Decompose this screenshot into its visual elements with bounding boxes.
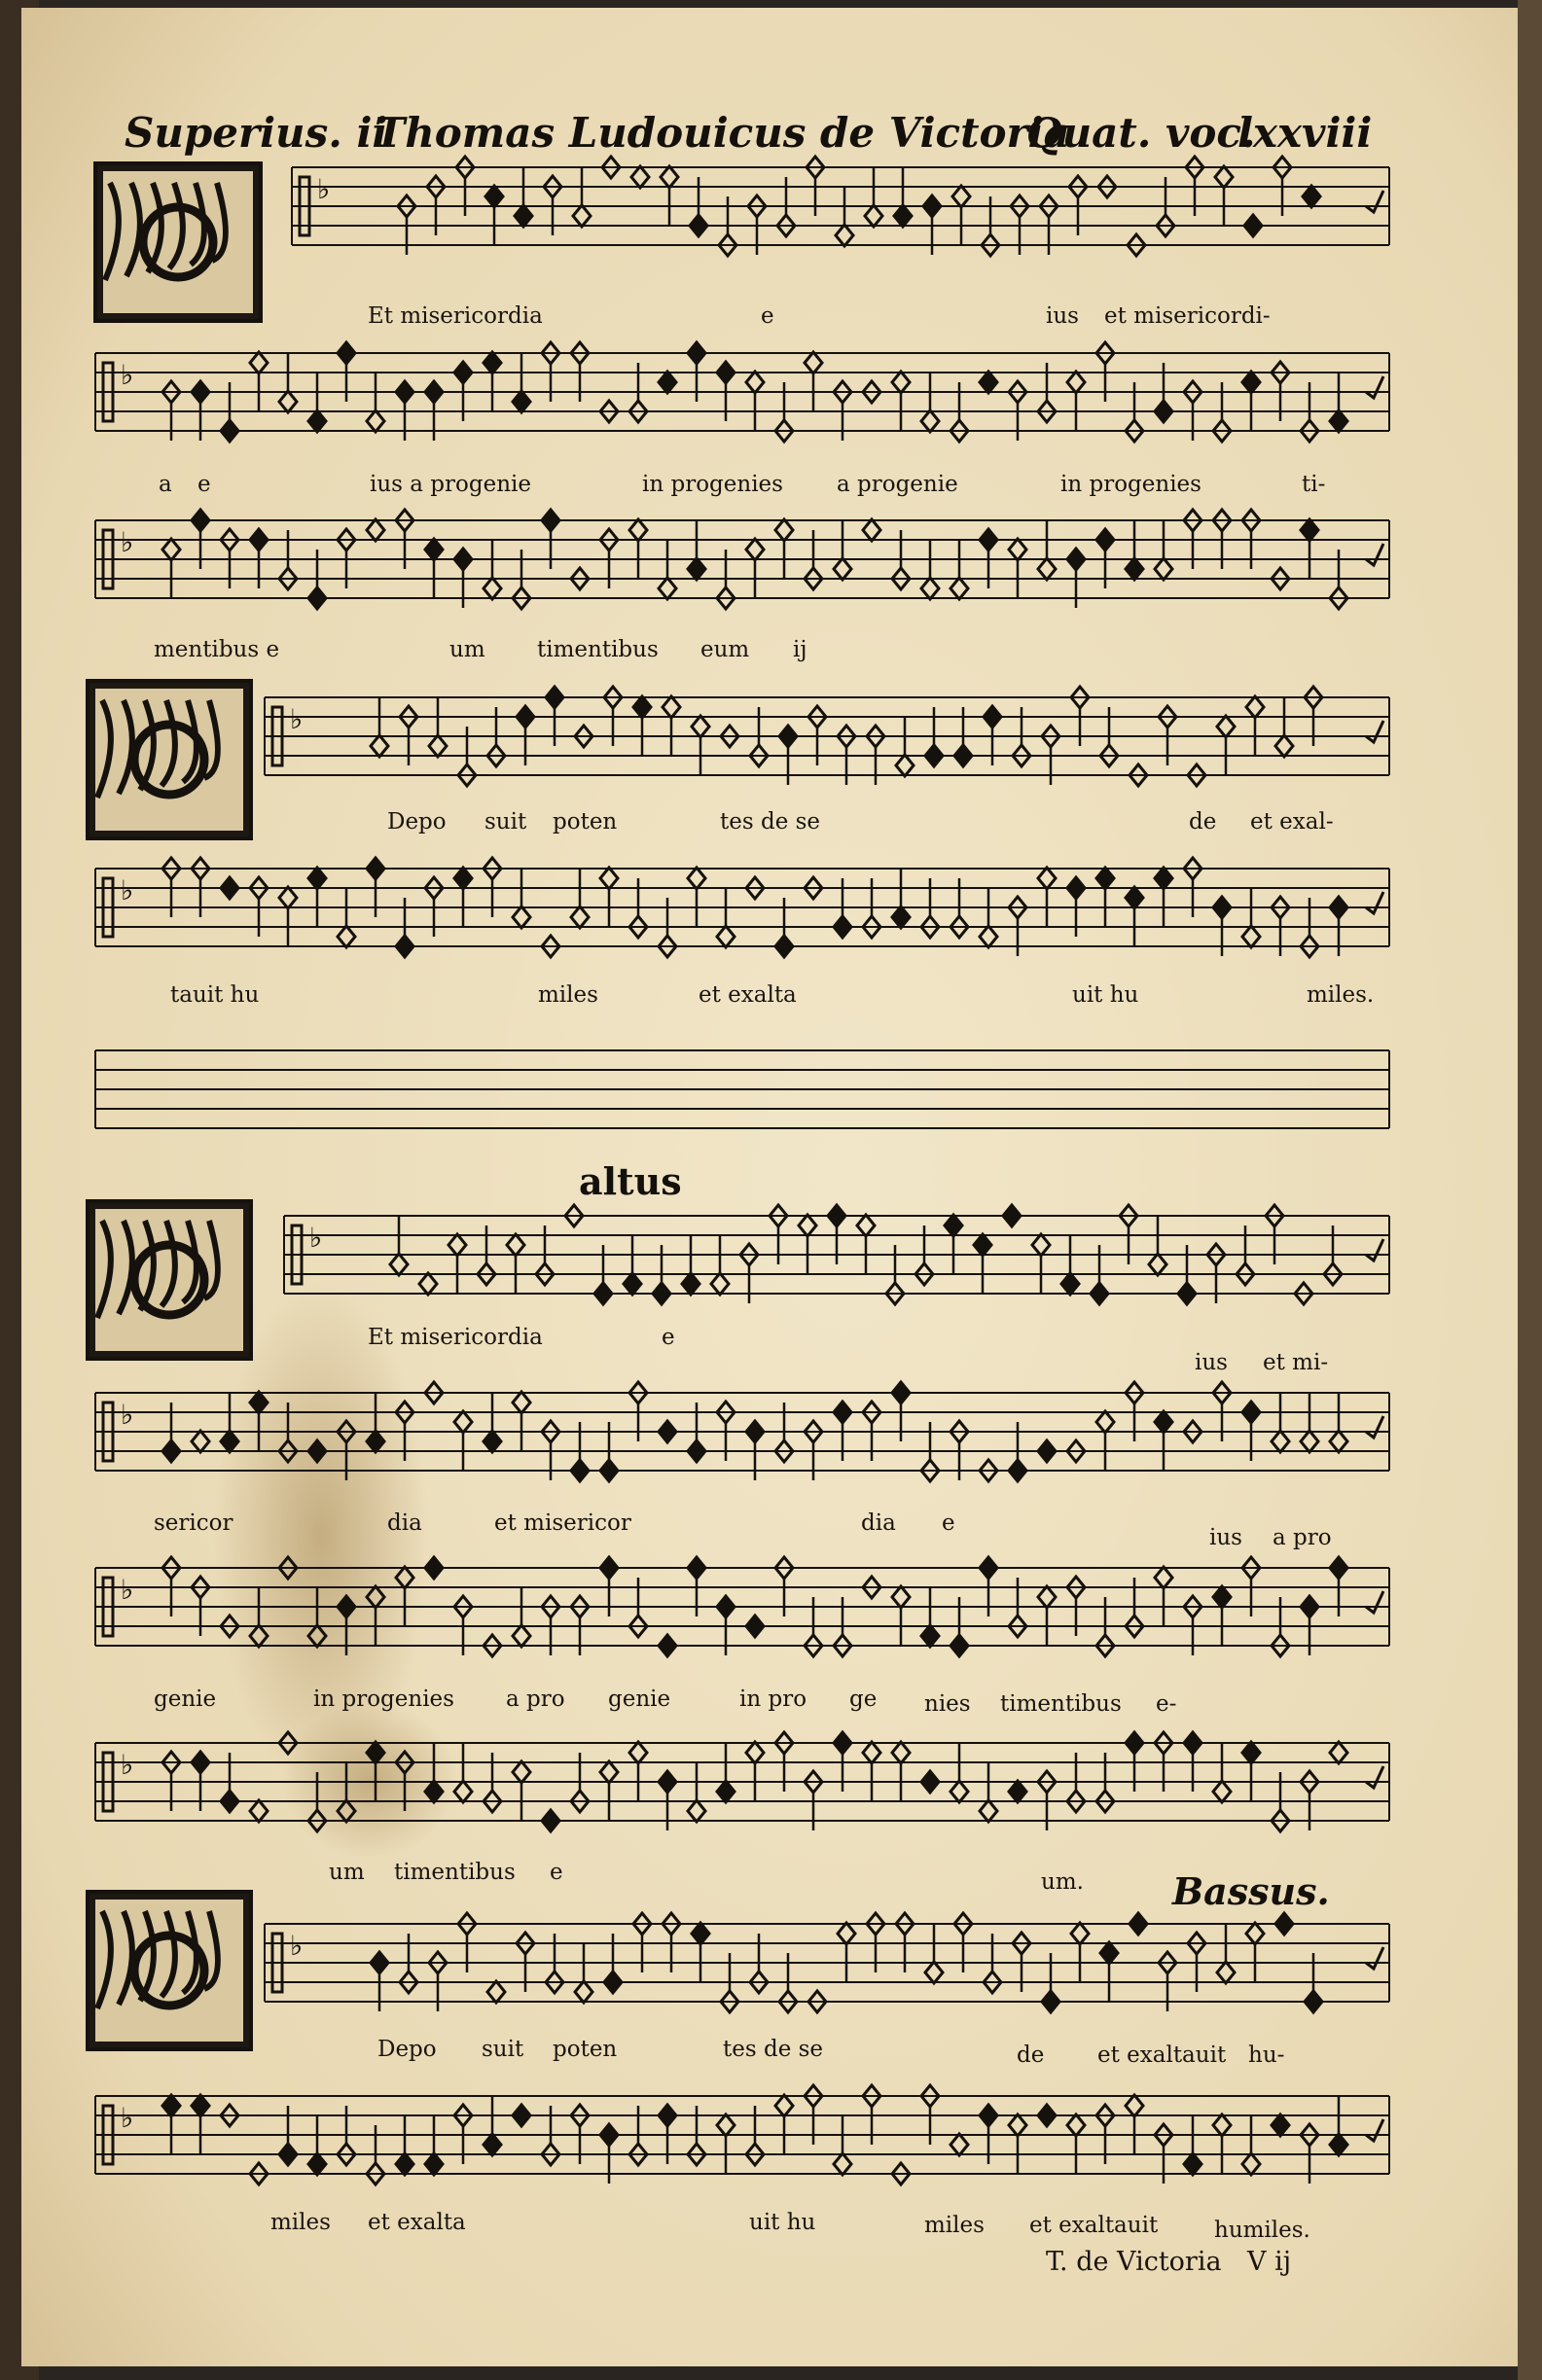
lyric: nies [924, 1691, 971, 1717]
decorated-initial [95, 163, 261, 321]
water-stain [282, 1702, 457, 1858]
lyric: poten [553, 809, 618, 835]
lyric: tauit hu [170, 982, 260, 1008]
lyric: in progenies [1060, 472, 1201, 497]
page-edge [1518, 0, 1542, 2380]
lyric: e [550, 1860, 563, 1885]
lyric: suit [484, 809, 527, 835]
lyric: et exaltauit [1029, 2213, 1159, 2238]
lyric: et mi- [1263, 1350, 1329, 1375]
lyric: um [329, 1860, 365, 1885]
lyric: Et misericordia [368, 1325, 543, 1350]
lyric: um [449, 637, 485, 662]
lyric: ius a progenie [370, 472, 531, 497]
svg-text:♭: ♭ [317, 173, 331, 205]
header-composer: Thomas Ludouicus de Victoria [375, 109, 1070, 157]
footer-gathering: V ij [1247, 2247, 1292, 2277]
lyric: miles [538, 982, 598, 1008]
lyric: et exal- [1250, 809, 1334, 835]
lyric: ti- [1302, 472, 1326, 497]
decorated-initial [88, 681, 251, 838]
lyric: e [662, 1325, 675, 1350]
lyric: poten [553, 2037, 618, 2062]
lyric: um. [1041, 1869, 1084, 1895]
lyric: uit hu [1072, 982, 1139, 1008]
lyric: in pro [739, 1687, 807, 1712]
svg-text:♭: ♭ [121, 1399, 134, 1431]
lyric: Depo [377, 2037, 437, 2062]
header-voice: Superius. ii [125, 109, 388, 157]
lyric: uit hu [749, 2210, 816, 2235]
lyric: timentibus [537, 637, 659, 662]
lyric: miles. [1307, 982, 1375, 1008]
lyric: mentibus e [154, 637, 280, 662]
svg-text:♭: ♭ [121, 874, 134, 906]
decorated-initial [88, 1892, 251, 2049]
lyric: miles [270, 2210, 331, 2235]
decorated-initial [88, 1201, 251, 1359]
lyric: a progenie [837, 472, 958, 497]
footer-signature: T. de Victoria [1046, 2247, 1222, 2277]
lyric: e [942, 1510, 955, 1536]
lyric: et misericordi- [1104, 303, 1271, 329]
lyric: genie [608, 1687, 671, 1712]
svg-text:♭: ♭ [309, 1222, 323, 1254]
header-folio: lxxviii [1237, 109, 1373, 157]
lyric: tes de se [723, 2037, 824, 2062]
lyric: Depo [387, 809, 447, 835]
lyric: ius [1209, 1525, 1242, 1550]
lyric: et exalta [368, 2210, 466, 2235]
lyric: a pro [506, 1687, 565, 1712]
svg-text:♭: ♭ [121, 2102, 134, 2134]
lyric: de [1017, 2043, 1045, 2068]
svg-text:♭: ♭ [290, 703, 304, 735]
lyric: et exalta [699, 982, 797, 1008]
lyric: e [197, 472, 211, 497]
lyric: ij [793, 637, 807, 662]
svg-text:♭: ♭ [290, 1930, 304, 1962]
lyric: Et misericordia [368, 303, 543, 329]
header-voices: Quat. voc. [1026, 109, 1256, 157]
svg-text:♭: ♭ [121, 1749, 134, 1781]
lyric: ius [1195, 1350, 1228, 1375]
lyric: e- [1156, 1691, 1177, 1717]
lyric: humiles. [1214, 2218, 1310, 2243]
lyric: sericor [154, 1510, 233, 1536]
lyric: suit [482, 2037, 524, 2062]
lyric: de [1189, 809, 1217, 835]
lyric: tes de se [720, 809, 821, 835]
lyric: timentibus [1000, 1691, 1122, 1717]
lyric: in progenies [313, 1687, 454, 1712]
voice-label-bassus: Bassus. [1172, 1869, 1330, 1913]
lyric: et misericor [494, 1510, 631, 1536]
lyric: ge [849, 1687, 878, 1712]
lyric: dia [861, 1510, 896, 1536]
lyric: ius [1046, 303, 1079, 329]
lyric: timentibus [394, 1860, 516, 1885]
voice-label-altus: altus [579, 1159, 682, 1203]
lyric: hu- [1248, 2043, 1285, 2068]
svg-text:♭: ♭ [121, 359, 134, 391]
lyric: in progenies [642, 472, 783, 497]
lyric: miles [924, 2213, 985, 2238]
lyric: eum [700, 637, 750, 662]
lyric: dia [387, 1510, 422, 1536]
svg-text:♭: ♭ [121, 526, 134, 558]
lyric: e [761, 303, 774, 329]
svg-text:♭: ♭ [121, 1574, 134, 1606]
lyric: a pro [1273, 1525, 1332, 1550]
lyric: et exaltauit [1097, 2043, 1227, 2068]
lyric: genie [154, 1687, 217, 1712]
lyric: a [159, 472, 172, 497]
